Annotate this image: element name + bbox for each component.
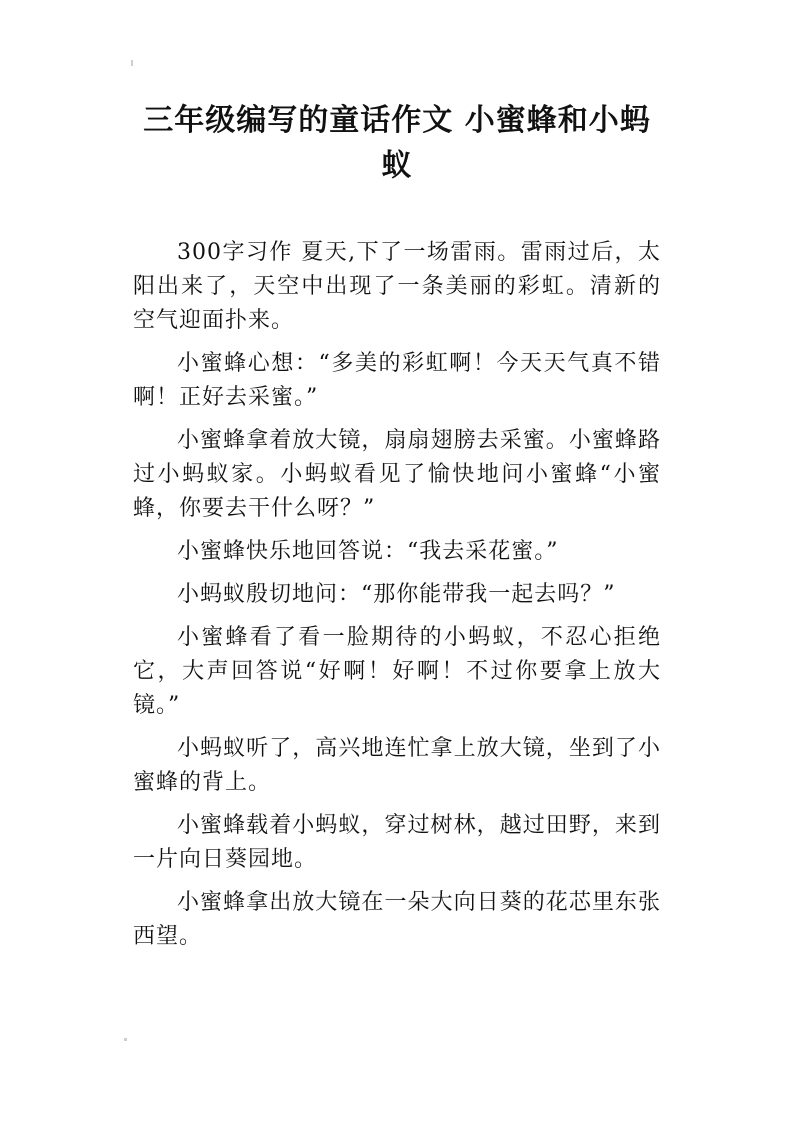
paragraph: 小蜜蜂看了看一脸期待的小蚂蚁，不忍心拒绝它，大声回答说“好啊！好啊！不过你要拿上放大镜。” [133, 625, 661, 718]
document-title: 三年级编写的童话作文 小蜜蜂和小蚂蚁 [143, 103, 651, 183]
scan-speck [131, 60, 133, 66]
paragraph: 小蜜蜂心想：“多美的彩虹啊！今天天气真不错啊！正好去采蜜。” [133, 351, 661, 410]
scan-speck [124, 1038, 127, 1041]
paragraph: 300字习作 夏天,下了一场雷雨。雷雨过后，太阳出来了，天空中出现了一条美丽的彩虹。清新的空气迎面扑来。 [133, 240, 661, 333]
document-body [133, 236, 661, 963]
paragraph: 小蜜蜂快乐地回答说：“我去采花蜜。” [177, 539, 559, 564]
paragraph: 小蜜蜂载着小蚂蚁，穿过树林，越过田野，来到一片向日葵园地。 [133, 813, 661, 872]
paragraph: 小蚂蚁听了，高兴地连忙拿上放大镜，坐到了小蜜蜂的背上。 [133, 736, 661, 795]
paragraph: 小蜜蜂拿着放大镜，扇扇翅膀去采蜜。小蜜蜂路过小蚂蚁家。小蚂蚁看见了愉快地问小蜜蜂“小蜜蜂，你要去干什么呀？” [133, 428, 661, 521]
paragraph: 小蚂蚁殷切地问：“那你能带我一起去吗？” [177, 582, 616, 607]
paragraph: 小蜜蜂拿出放大镜在一朵大向日葵的花芯里东张西望。 [133, 890, 661, 949]
